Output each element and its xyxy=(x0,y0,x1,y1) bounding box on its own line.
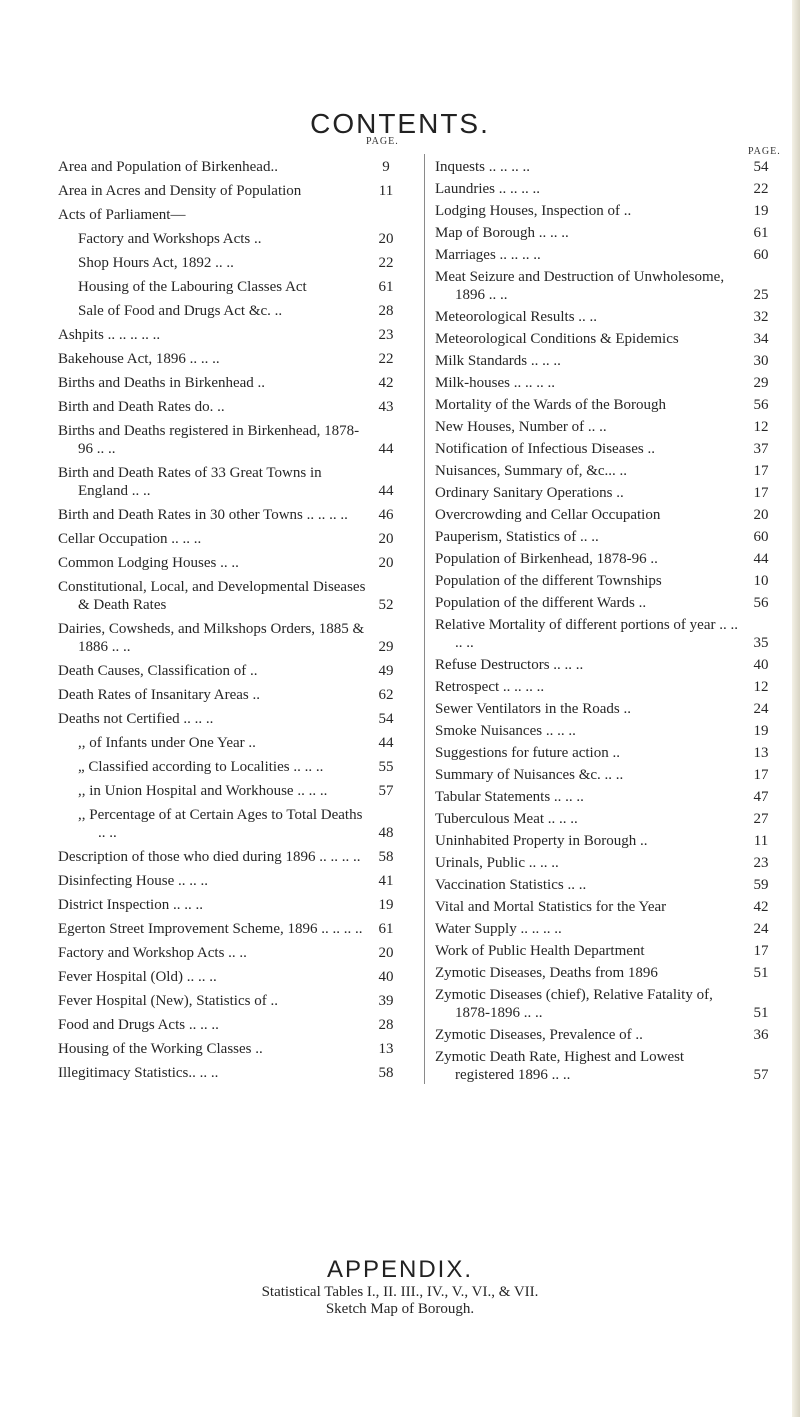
entry-title: Area and Population of Birkenhead.. xyxy=(58,159,278,175)
entry-page-number: 44 xyxy=(378,483,394,499)
contents-entry xyxy=(435,568,781,590)
entry-page-number: 29 xyxy=(378,639,394,655)
entry-title: ,, Percentage of at Certain Ages to Total Deaths .. .. xyxy=(78,807,363,841)
contents-entry xyxy=(435,872,781,894)
entry-title: Common Lodging Houses .. .. xyxy=(58,555,239,571)
contents-entry xyxy=(435,414,781,436)
contents-entry xyxy=(58,200,406,224)
contents-right-column xyxy=(424,154,781,1084)
entry-page-number: 40 xyxy=(753,657,769,673)
entry-title: Refuse Destructors .. .. .. xyxy=(435,657,584,673)
entry-title: Constitutional, Local, and Developmental Diseases & Death Rates xyxy=(58,579,366,613)
entry-title: Housing of the Working Classes .. xyxy=(58,1041,263,1057)
contents-entry xyxy=(58,890,406,914)
entry-page-number: 51 xyxy=(753,1005,769,1021)
contents-entry xyxy=(435,1022,781,1044)
contents-entry xyxy=(58,176,406,200)
entry-title: Description of those who died during 1896 .. .. .. .. xyxy=(58,849,361,865)
entry-title: ,, of Infants under One Year .. xyxy=(78,735,256,751)
entry-title: Meteorological Results .. .. xyxy=(435,309,598,325)
entry-page-number: 35 xyxy=(753,635,769,651)
entry-title: Egerton Street Improvement Scheme, 1896 .. .. .. .. xyxy=(58,921,363,937)
entry-page-number: 20 xyxy=(378,945,394,961)
contents-entry xyxy=(58,368,406,392)
contents-entry xyxy=(58,614,406,656)
entry-title: Zymotic Diseases (chief), Relative Fatality of, 1878-1896 .. .. xyxy=(435,987,713,1021)
contents-entry xyxy=(435,546,781,568)
entry-page-number: 20 xyxy=(378,531,394,547)
entry-title: Bakehouse Act, 1896 .. .. .. xyxy=(58,351,220,367)
entry-page-number: 12 xyxy=(753,679,769,695)
entry-page-number: 12 xyxy=(753,419,769,435)
entry-title: Map of Borough .. .. .. xyxy=(435,225,569,241)
contents-entry xyxy=(435,894,781,916)
entry-title: Fever Hospital (Old) .. .. .. xyxy=(58,969,217,985)
entry-page-number: 56 xyxy=(753,397,769,413)
entry-page-number: 54 xyxy=(753,159,769,175)
entry-title: „ Classified according to Localities .. .. .. xyxy=(78,759,324,775)
contents-entry xyxy=(58,344,406,368)
entry-page-number: 19 xyxy=(378,897,394,913)
contents-entry xyxy=(58,866,406,890)
entry-page-number: 32 xyxy=(753,309,769,325)
contents-entry xyxy=(435,370,781,392)
entry-page-number: 48 xyxy=(378,825,394,841)
contents-entry xyxy=(58,800,406,842)
entry-page-number: 23 xyxy=(378,327,394,343)
contents-entry xyxy=(58,248,406,272)
entry-title: Death Rates of Insanitary Areas .. xyxy=(58,687,261,703)
entry-title: Laundries .. .. .. .. xyxy=(435,181,540,197)
entry-page-number: 24 xyxy=(753,921,769,937)
contents-entry xyxy=(435,612,781,652)
entry-title: Acts of Parliament— xyxy=(58,207,186,223)
contents-entry xyxy=(58,752,406,776)
contents-entry xyxy=(435,916,781,938)
entry-title: Deaths not Certified .. .. .. xyxy=(58,711,214,727)
entry-page-number: 24 xyxy=(753,701,769,717)
entry-page-number: 41 xyxy=(378,873,394,889)
entry-title: Food and Drugs Acts .. .. .. xyxy=(58,1017,219,1033)
entry-title: Ashpits .. .. .. .. .. xyxy=(58,327,161,343)
contents-entry xyxy=(435,696,781,718)
entry-title: Illegitimacy Statistics.. .. .. xyxy=(58,1065,219,1081)
entry-page-number: 17 xyxy=(753,463,769,479)
entry-page-number: 55 xyxy=(378,759,394,775)
page-column-header-right: PAGE. xyxy=(748,146,781,157)
entry-page-number: 61 xyxy=(378,921,394,937)
entry-page-number: 37 xyxy=(753,441,769,457)
entry-title: Birth and Death Rates of 33 Great Towns in England .. .. xyxy=(58,465,322,499)
appendix-section xyxy=(0,1256,800,1318)
contents-entry xyxy=(435,242,781,264)
entry-page-number: 9 xyxy=(382,159,390,175)
entry-title: District Inspection .. .. .. xyxy=(58,897,203,913)
entry-page-number: 19 xyxy=(753,203,769,219)
entry-page-number: 20 xyxy=(753,507,769,523)
entry-page-number: 13 xyxy=(753,745,769,761)
entry-page-number: 56 xyxy=(753,595,769,611)
entry-title: Ordinary Sanitary Operations .. xyxy=(435,485,624,501)
entry-title: Births and Deaths registered in Birkenhead, 1878-96 .. .. xyxy=(58,423,360,457)
entry-title: ,, in Union Hospital and Workhouse .. .. .. xyxy=(78,783,328,799)
contents-entry xyxy=(58,962,406,986)
entry-page-number: 58 xyxy=(378,1065,394,1081)
entry-page-number: 42 xyxy=(378,375,394,391)
entry-page-number: 19 xyxy=(753,723,769,739)
contents-entry xyxy=(435,784,781,806)
entry-title: Population of Birkenhead, 1878-96 .. xyxy=(435,551,658,567)
entry-title: Meteorological Conditions & Epidemics xyxy=(435,331,679,347)
contents-entry xyxy=(435,502,781,524)
contents-entry xyxy=(435,304,781,326)
entry-title: Vaccination Statistics .. .. xyxy=(435,877,587,893)
entry-title: Suggestions for future action .. xyxy=(435,745,620,761)
contents-entry xyxy=(58,728,406,752)
contents-entry xyxy=(58,842,406,866)
entry-page-number: 58 xyxy=(378,849,394,865)
entry-page-number: 43 xyxy=(378,399,394,415)
contents-entry xyxy=(435,938,781,960)
entry-title: Zymotic Diseases, Prevalence of .. xyxy=(435,1027,643,1043)
entry-page-number: 28 xyxy=(378,1017,394,1033)
contents-entry xyxy=(435,718,781,740)
entry-title: Factory and Workshop Acts .. .. xyxy=(58,945,247,961)
contents-entry xyxy=(435,590,781,612)
entry-title: Tuberculous Meat .. .. .. xyxy=(435,811,578,827)
entry-page-number: 62 xyxy=(378,687,394,703)
entry-page-number: 44 xyxy=(753,551,769,567)
entry-page-number: 27 xyxy=(753,811,769,827)
appendix-line: Sketch Map of Borough. xyxy=(325,1301,475,1317)
entry-page-number: 29 xyxy=(753,375,769,391)
entry-title: Urinals, Public .. .. .. xyxy=(435,855,559,871)
contents-entry xyxy=(435,652,781,674)
entry-title: Zymotic Diseases, Deaths from 1896 xyxy=(435,965,658,981)
entry-title: Disinfecting House .. .. .. xyxy=(58,873,208,889)
contents-entry xyxy=(58,1058,406,1082)
entry-title: Milk-houses .. .. .. .. xyxy=(435,375,555,391)
contents-entry xyxy=(58,392,406,416)
entry-page-number: 20 xyxy=(378,231,394,247)
contents-entry xyxy=(58,704,406,728)
entry-page-number: 10 xyxy=(753,573,769,589)
entry-page-number: 28 xyxy=(378,303,394,319)
entry-page-number: 46 xyxy=(378,507,394,523)
entry-page-number: 17 xyxy=(753,943,769,959)
contents-entry xyxy=(58,224,406,248)
contents-entry xyxy=(58,914,406,938)
entry-page-number: 22 xyxy=(753,181,769,197)
entry-title: Marriages .. .. .. .. xyxy=(435,247,541,263)
entry-page-number: 49 xyxy=(378,663,394,679)
contents-entry xyxy=(435,458,781,480)
contents-entry xyxy=(435,220,781,242)
contents-entry xyxy=(435,264,781,304)
contents-entry xyxy=(435,326,781,348)
contents-entry xyxy=(435,850,781,872)
entry-title: Notification of Infectious Diseases .. xyxy=(435,441,655,457)
page-edge xyxy=(792,0,800,1417)
contents-entry xyxy=(58,548,406,572)
contents-entry xyxy=(58,416,406,458)
entry-page-number: 52 xyxy=(378,597,394,613)
entry-page-number: 23 xyxy=(753,855,769,871)
entry-title: Birth and Death Rates in 30 other Towns .. .. .. .. xyxy=(58,507,348,523)
entry-title: Factory and Workshops Acts .. xyxy=(78,231,262,247)
entry-page-number: 17 xyxy=(753,767,769,783)
appendix-heading: APPENDIX. xyxy=(326,1256,474,1283)
contents-entry xyxy=(58,1034,406,1058)
contents-entry xyxy=(435,436,781,458)
contents-entry xyxy=(58,272,406,296)
entry-page-number: 40 xyxy=(378,969,394,985)
entry-page-number: 13 xyxy=(378,1041,394,1057)
entry-title: Pauperism, Statistics of .. .. xyxy=(435,529,599,545)
contents-entry xyxy=(435,982,781,1022)
contents-entry xyxy=(58,572,406,614)
entry-page-number: 54 xyxy=(378,711,394,727)
contents-entry xyxy=(435,348,781,370)
entry-title: Birth and Death Rates do. .. xyxy=(58,399,225,415)
contents-entry xyxy=(58,938,406,962)
entry-title: Nuisances, Summary of, &c... .. xyxy=(435,463,628,479)
contents-entry xyxy=(58,1010,406,1034)
entry-page-number: 11 xyxy=(753,833,769,849)
entry-page-number: 59 xyxy=(753,877,769,893)
entry-title: Sale of Food and Drugs Act &c. .. xyxy=(78,303,283,319)
entry-title: Meat Seizure and Destruction of Unwholesome, 1896 .. .. xyxy=(435,269,725,303)
entry-title: Relative Mortality of different portions of year .. .. .. .. xyxy=(435,617,738,651)
contents-entry xyxy=(58,986,406,1010)
contents-entry xyxy=(435,198,781,220)
contents-left-column xyxy=(58,152,406,1082)
contents-entry xyxy=(58,320,406,344)
entry-title: Retrospect .. .. .. .. xyxy=(435,679,545,695)
entry-page-number: 61 xyxy=(753,225,769,241)
entry-title: Milk Standards .. .. .. xyxy=(435,353,561,369)
contents-entry xyxy=(58,524,406,548)
entry-page-number: 44 xyxy=(378,735,394,751)
contents-entry xyxy=(58,500,406,524)
entry-page-number: 39 xyxy=(378,993,394,1009)
entry-title: Population of the different Wards .. xyxy=(435,595,647,611)
entry-page-number: 60 xyxy=(753,529,769,545)
contents-entry xyxy=(58,776,406,800)
contents-entry xyxy=(435,1044,781,1084)
entry-page-number: 61 xyxy=(378,279,394,295)
entry-title: Shop Hours Act, 1892 .. .. xyxy=(78,255,234,271)
contents-entry xyxy=(435,762,781,784)
entry-title: Uninhabited Property in Borough .. xyxy=(435,833,648,849)
entry-title: Overcrowding and Cellar Occupation xyxy=(435,507,661,523)
contents-entry xyxy=(58,680,406,704)
entry-title: Zymotic Death Rate, Highest and Lowest registered 1896 .. .. xyxy=(435,1049,685,1083)
page-column-header-left: PAGE. xyxy=(366,136,399,147)
entry-title: Vital and Mortal Statistics for the Year xyxy=(435,899,667,915)
entry-title: Housing of the Labouring Classes Act xyxy=(78,279,307,295)
contents-entry xyxy=(58,296,406,320)
contents-entry xyxy=(435,154,781,176)
entry-title: Mortality of the Wards of the Borough xyxy=(435,397,666,413)
entry-title: Inquests .. .. .. .. xyxy=(435,159,530,175)
contents-entry xyxy=(435,674,781,696)
entry-page-number: 11 xyxy=(378,183,394,199)
entry-title: Fever Hospital (New), Statistics of .. xyxy=(58,993,278,1009)
entry-title: Death Causes, Classification of .. xyxy=(58,663,258,679)
contents-entry xyxy=(435,392,781,414)
contents-entry xyxy=(435,480,781,502)
entry-title: New Houses, Number of .. .. xyxy=(435,419,607,435)
appendix-line: Statistical Tables I., II. III., IV., V., VI., & VII. xyxy=(261,1284,539,1300)
contents-entry xyxy=(435,960,781,982)
entry-title: Work of Public Health Department xyxy=(435,943,645,959)
contents-entry xyxy=(435,828,781,850)
contents-entry xyxy=(58,458,406,500)
entry-page-number: 51 xyxy=(753,965,769,981)
contents-entry xyxy=(435,176,781,198)
entry-page-number: 34 xyxy=(753,331,769,347)
entry-page-number: 25 xyxy=(753,287,769,303)
entry-page-number: 42 xyxy=(753,899,769,915)
contents-entry xyxy=(435,740,781,762)
entry-title: Population of the different Townships xyxy=(435,573,662,589)
contents-entry xyxy=(58,152,406,176)
entry-title: Smoke Nuisances .. .. .. xyxy=(435,723,576,739)
entry-title: Water Supply .. .. .. .. xyxy=(435,921,562,937)
page-title: CONTENTS. xyxy=(310,108,490,139)
entry-title: Births and Deaths in Birkenhead .. xyxy=(58,375,266,391)
entry-page-number: 22 xyxy=(378,351,394,367)
entry-page-number: 20 xyxy=(378,555,394,571)
entry-page-number: 30 xyxy=(753,353,769,369)
entry-page-number: 44 xyxy=(378,441,394,457)
entry-title: Lodging Houses, Inspection of .. xyxy=(435,203,632,219)
entry-page-number: 57 xyxy=(378,783,394,799)
contents-entry xyxy=(58,656,406,680)
contents-entry xyxy=(435,806,781,828)
entry-page-number: 57 xyxy=(753,1067,769,1083)
entry-page-number: 36 xyxy=(753,1027,769,1043)
entry-page-number: 47 xyxy=(753,789,769,805)
entry-title: Sewer Ventilators in the Roads .. xyxy=(435,701,631,717)
contents-entry xyxy=(435,524,781,546)
entry-title: Cellar Occupation .. .. .. xyxy=(58,531,202,547)
entry-title: Summary of Nuisances &c. .. .. xyxy=(435,767,624,783)
entry-page-number: 17 xyxy=(753,485,769,501)
entry-page-number: 60 xyxy=(753,247,769,263)
entry-title: Tabular Statements .. .. .. xyxy=(435,789,584,805)
entry-page-number: 22 xyxy=(378,255,394,271)
entry-title: Area in Acres and Density of Population xyxy=(58,183,302,199)
entry-title: Dairies, Cowsheds, and Milkshops Orders, 1885 & 1886 .. .. xyxy=(58,621,365,655)
